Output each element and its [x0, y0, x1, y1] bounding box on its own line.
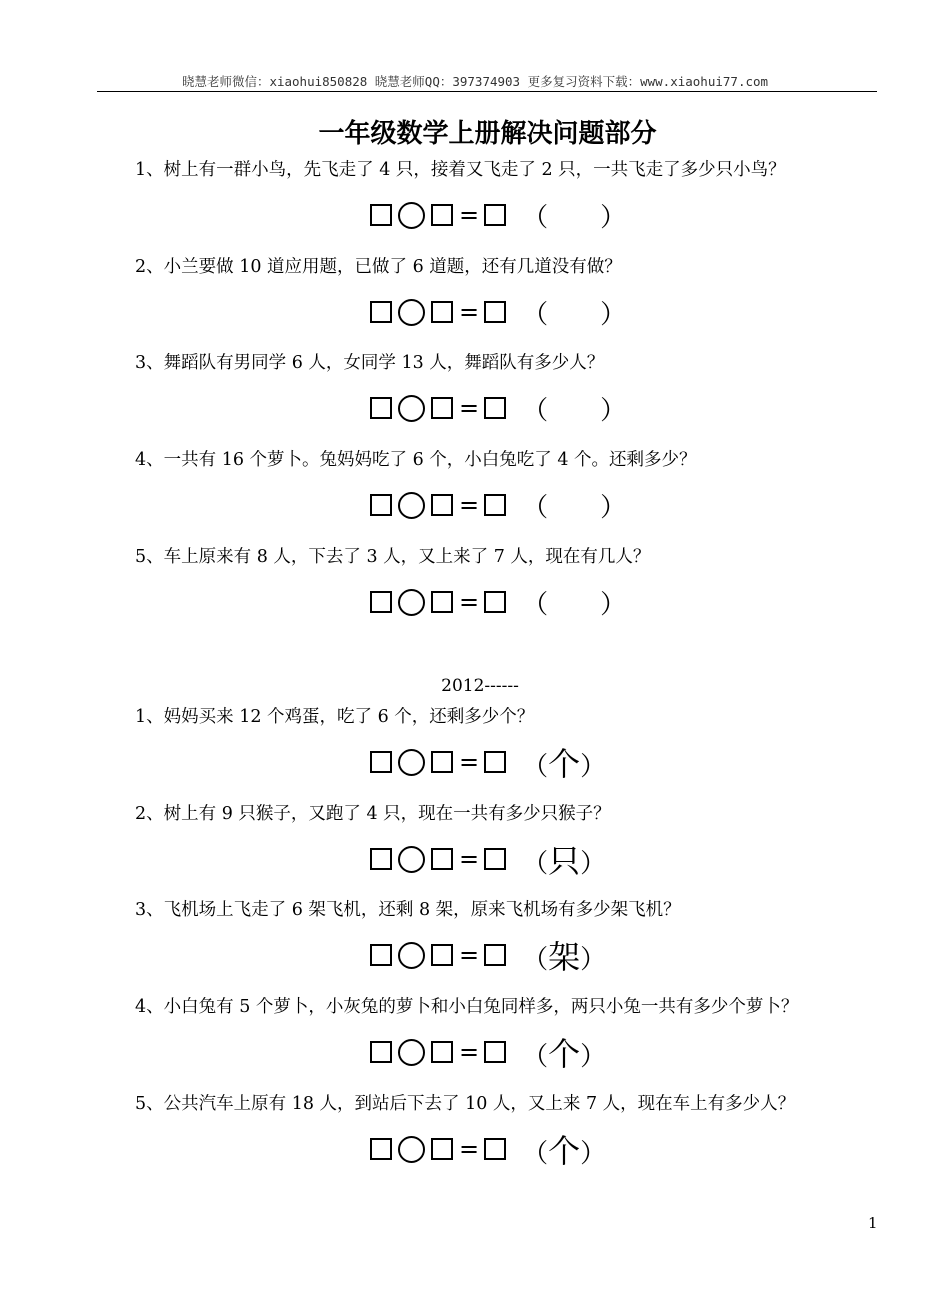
header-divider: [97, 91, 877, 92]
result-box[interactable]: [484, 397, 506, 419]
answer-box[interactable]: [370, 944, 392, 966]
unit-paren: （只）: [522, 842, 607, 880]
result-box[interactable]: [484, 944, 506, 966]
answer-box[interactable]: [431, 751, 453, 773]
equation-row: [370, 197, 626, 233]
operator-circle[interactable]: [398, 846, 425, 873]
answer-box[interactable]: [431, 1138, 453, 1160]
answer-box[interactable]: [370, 397, 392, 419]
equation-row: [370, 744, 607, 783]
equals-sign: =: [459, 748, 480, 776]
equals-sign: =: [459, 941, 480, 969]
equals-sign: =: [459, 1135, 480, 1163]
equation-row: [370, 390, 626, 426]
result-box[interactable]: [484, 1041, 506, 1063]
unit-blank[interactable]: （ ）: [522, 299, 627, 330]
operator-circle[interactable]: [398, 1136, 425, 1163]
equals-sign: =: [459, 845, 480, 873]
equals-sign: =: [459, 1038, 480, 1066]
answer-box[interactable]: [431, 204, 453, 226]
result-box[interactable]: [484, 848, 506, 870]
equals-sign: =: [459, 394, 480, 422]
unit-label: 只: [548, 842, 581, 880]
answer-box[interactable]: [431, 848, 453, 870]
unit-blank[interactable]: （ ）: [522, 589, 627, 620]
answer-box[interactable]: [431, 591, 453, 613]
question-text: 2、树上有 9 只猴子，又跑了 4 只，现在一共有多少只猴子？: [135, 804, 611, 824]
answer-box[interactable]: [370, 591, 392, 613]
unit-paren: （个）: [522, 745, 607, 783]
equation-row: [370, 487, 626, 523]
unit-label: 架: [548, 938, 581, 976]
unit-blank[interactable]: （ ）: [522, 202, 627, 233]
unit-paren: （架）: [522, 938, 607, 976]
result-box[interactable]: [484, 1138, 506, 1160]
result-box[interactable]: [484, 494, 506, 516]
answer-box[interactable]: [431, 494, 453, 516]
unit-blank[interactable]: （ ）: [522, 395, 627, 426]
answer-box[interactable]: [370, 1138, 392, 1160]
answer-box[interactable]: [370, 751, 392, 773]
operator-circle[interactable]: [398, 1039, 425, 1066]
equation-row: [370, 937, 607, 976]
question-text: 4、小白兔有 5 个萝卜，小灰兔的萝卜和小白兔同样多，两只小兔一共有多少个萝卜？: [135, 997, 799, 1017]
operator-circle[interactable]: [398, 299, 425, 326]
answer-box[interactable]: [431, 301, 453, 323]
page-number: 1: [868, 1214, 878, 1232]
question-text: 1、树上有一群小鸟，先飞走了 4 只，接着又飞走了 2 只，一共飞走了多少只小鸟？: [135, 160, 786, 180]
equals-sign: =: [459, 201, 480, 229]
unit-paren: （个）: [522, 1132, 607, 1170]
answer-box[interactable]: [370, 494, 392, 516]
page-title: 一年级数学上册解决问题部分: [318, 119, 657, 149]
unit-label: 个: [548, 1035, 581, 1073]
section-label: 2012------: [441, 676, 519, 696]
answer-box[interactable]: [370, 848, 392, 870]
result-box[interactable]: [484, 301, 506, 323]
result-box[interactable]: [484, 591, 506, 613]
unit-paren: （个）: [522, 1035, 607, 1073]
operator-circle[interactable]: [398, 749, 425, 776]
result-box[interactable]: [484, 204, 506, 226]
result-box[interactable]: [484, 751, 506, 773]
answer-box[interactable]: [370, 301, 392, 323]
equation-row: [370, 1131, 607, 1170]
operator-circle[interactable]: [398, 492, 425, 519]
operator-circle[interactable]: [398, 589, 425, 616]
operator-circle[interactable]: [398, 395, 425, 422]
page-header: 晓慧老师微信：xiaohui850828 晓慧老师QQ：397374903 更多复习资料下载：www.xiaohui77.com: [181, 74, 769, 89]
question-text: 2、小兰要做 10 道应用题，已做了 6 道题，还有几道没有做？: [135, 257, 622, 277]
operator-circle[interactable]: [398, 942, 425, 969]
equation-row: [370, 294, 626, 330]
question-text: 4、一共有 16 个萝卜。兔妈妈吃了 6 个，小白兔吃了 4 个。还剩多少？: [135, 450, 697, 470]
equation-row: [370, 841, 607, 880]
equals-sign: =: [459, 588, 480, 616]
equation-row: [370, 584, 626, 620]
question-text: 3、舞蹈队有男同学 6 人，女同学 13 人，舞蹈队有多少人？: [135, 353, 605, 373]
equals-sign: =: [459, 491, 480, 519]
question-text: 1、妈妈买来 12 个鸡蛋，吃了 6 个，还剩多少个？: [135, 707, 535, 727]
equation-row: [370, 1034, 607, 1073]
unit-label: 个: [548, 745, 581, 783]
answer-box[interactable]: [431, 397, 453, 419]
answer-box[interactable]: [431, 1041, 453, 1063]
answer-box[interactable]: [370, 1041, 392, 1063]
question-text: 5、公共汽车上原有 18 人，到站后下去了 10 人，又上来 7 人，现在车上有多少人？: [135, 1094, 796, 1114]
question-text: 3、飞机场上飞走了 6 架飞机，还剩 8 架，原来飞机场有多少架飞机？: [135, 900, 681, 920]
unit-blank[interactable]: （ ）: [522, 492, 627, 523]
answer-box[interactable]: [431, 944, 453, 966]
operator-circle[interactable]: [398, 202, 425, 229]
question-text: 5、车上原来有 8 人，下去了 3 人，又上来了 7 人，现在有几人？: [135, 547, 651, 567]
equals-sign: =: [459, 298, 480, 326]
unit-label: 个: [548, 1132, 581, 1170]
answer-box[interactable]: [370, 204, 392, 226]
